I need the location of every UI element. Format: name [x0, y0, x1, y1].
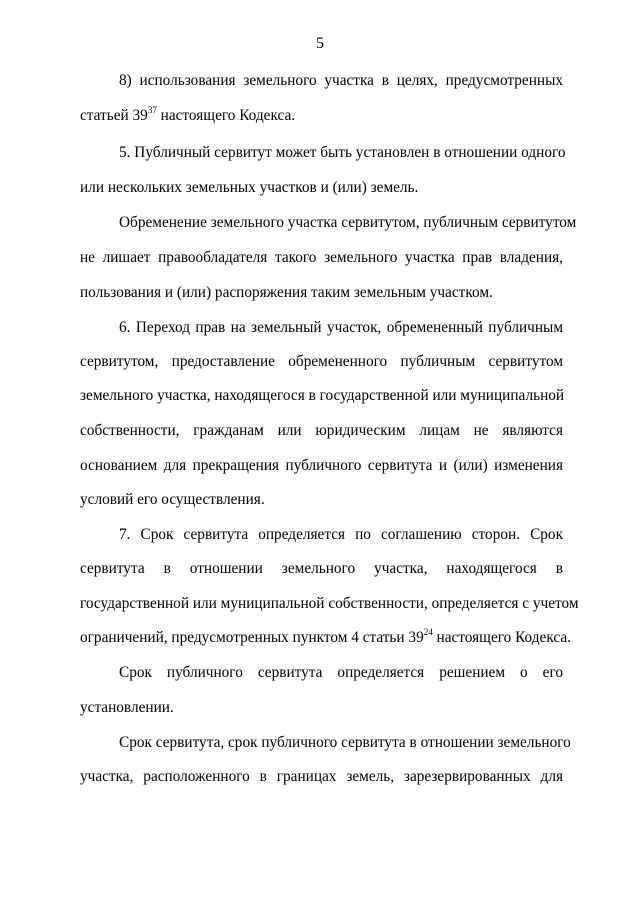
- paragraph-line: не лишает правообладателя такого земельного участка прав владения,: [80, 249, 563, 266]
- article-superscript: 24: [423, 626, 433, 637]
- paragraph-line: [80, 106, 563, 126]
- paragraph-line: сервитута в отношении земельного участка, находящегося в: [80, 560, 563, 577]
- paragraph-line: 5. Публичный сервитут может быть установлен в отношении одного: [119, 144, 566, 161]
- paragraph-line: пользования и (или) распоряжения таким земельным участком.: [80, 284, 493, 301]
- paragraph-line: условий его осуществления.: [80, 491, 265, 508]
- paragraph-line: 7. Срок сервитута определяется по соглашению сторон. Срок: [119, 526, 563, 543]
- paragraph-line: Срок сервитута, срок публичного сервитута в отношении земельного: [119, 734, 571, 751]
- paragraph-line: земельного участка, находящегося в государственной или муниципальной: [80, 387, 565, 404]
- paragraph-line: [80, 626, 571, 648]
- paragraph-line: собственности, гражданам или юридическим лицам не являются: [80, 422, 563, 439]
- paragraph-line: или нескольких земельных участков и (или) земель.: [80, 179, 419, 196]
- page-number: 5: [316, 35, 324, 52]
- paragraph-line: 8) использования земельного участка в целях, предусмотренных: [119, 72, 563, 89]
- paragraph-line: сервитутом, предоставление обремененного публичным сервитутом: [80, 353, 563, 370]
- paragraph-line: государственной или муниципальной собственности, определяется с учетом: [80, 595, 579, 612]
- article-superscript: 37: [147, 104, 157, 115]
- line-text: настоящего Кодекса.: [432, 629, 571, 646]
- line-text: настоящего Кодекса.: [156, 107, 296, 124]
- line-text: ограничений, предусмотренных пунктом 4 статьи 39: [80, 629, 424, 646]
- paragraph-line: участка, расположенного в границах земель, зарезервированных для: [80, 768, 563, 785]
- paragraph-line: 6. Переход прав на земельный участок, обремененный публичным: [119, 319, 563, 336]
- line-text: статьей 39: [80, 107, 148, 124]
- paragraph-line: Обременение земельного участка сервитутом, публичным сервитутом: [119, 214, 577, 231]
- paragraph-line: Срок публичного сервитута определяется решением о его: [119, 664, 563, 681]
- paragraph-line: основанием для прекращения публичного сервитута и (или) изменения: [80, 457, 563, 474]
- paragraph-line: установлении.: [80, 699, 174, 716]
